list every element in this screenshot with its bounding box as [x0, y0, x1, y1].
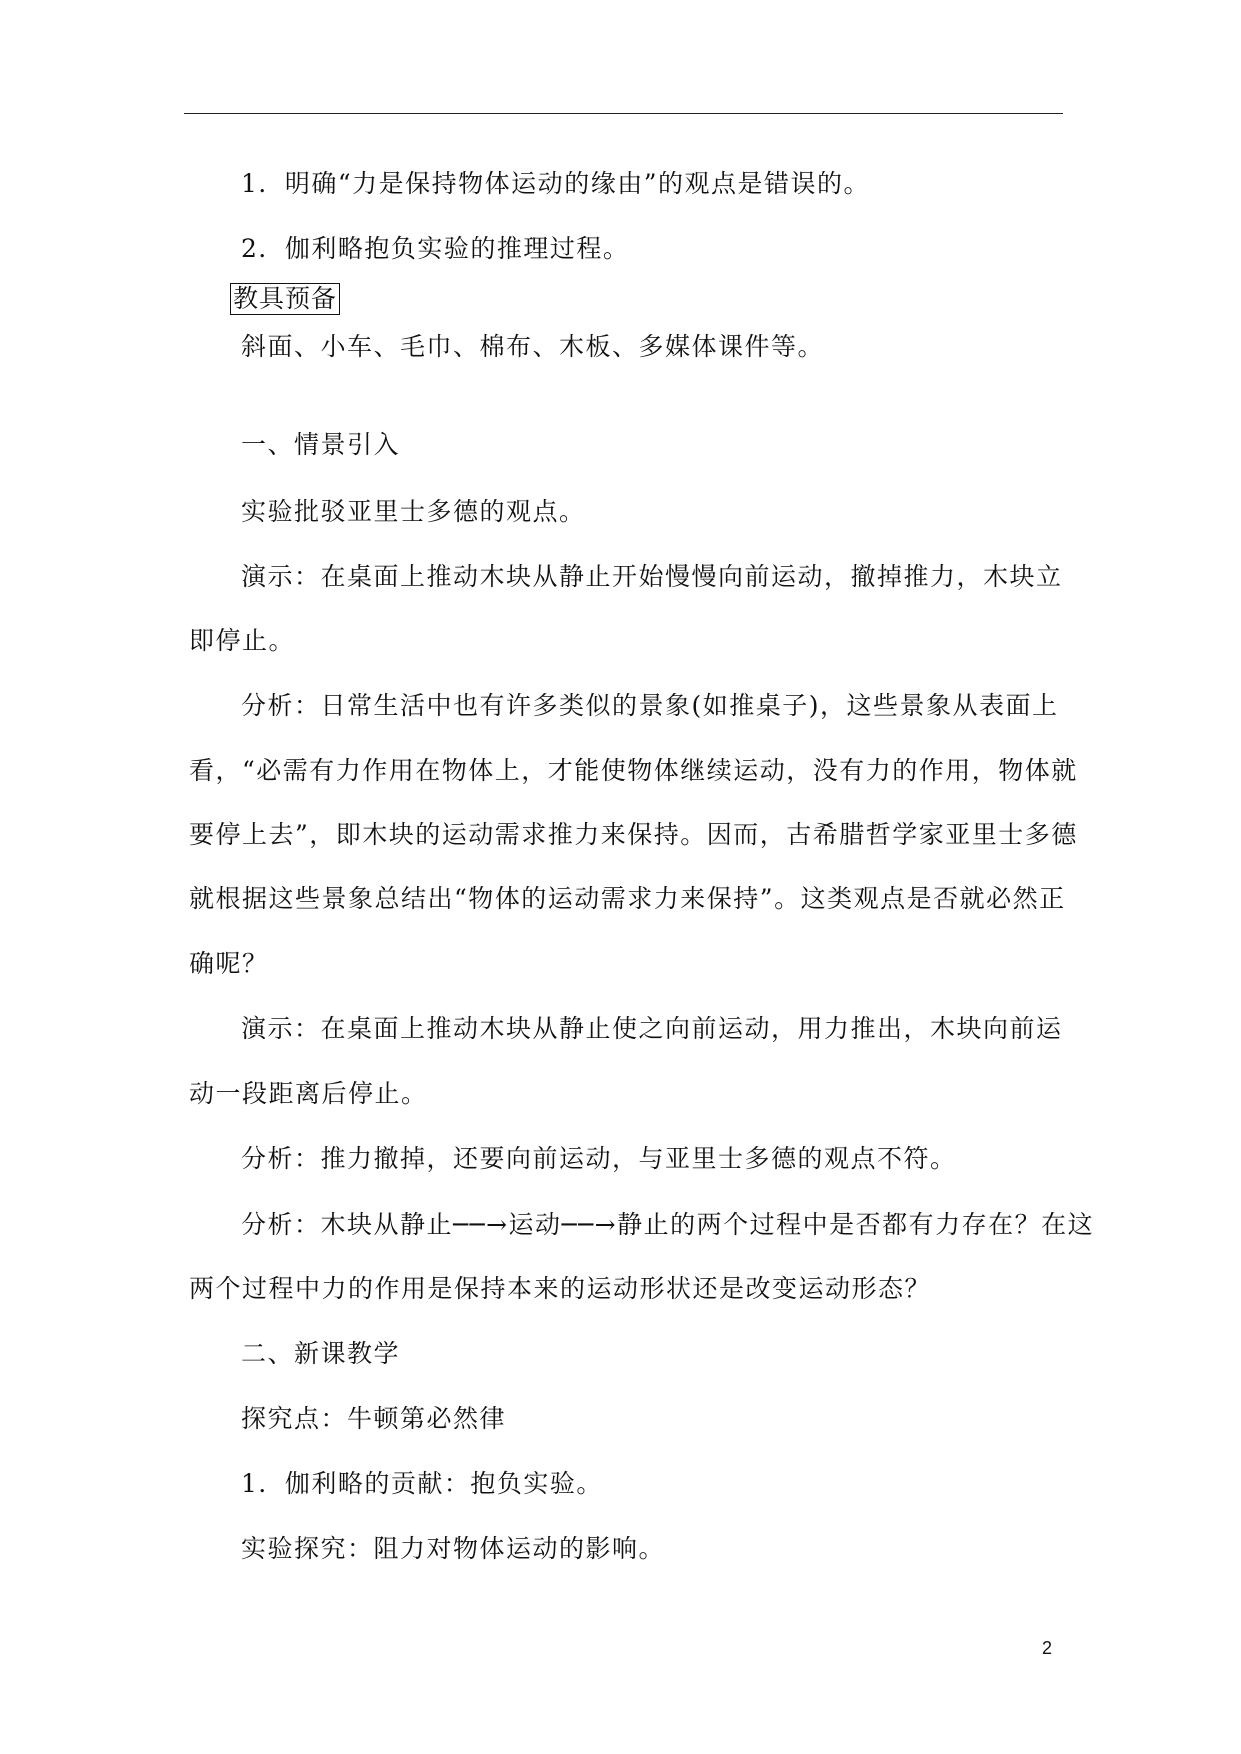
paragraph-line: 确呢？ [189, 949, 269, 978]
section-heading-new-lesson: 二、新课教学 [241, 1339, 401, 1368]
paragraph-line: 1．伽利略的贡献：抱负实验。 [241, 1469, 603, 1498]
paragraph-line: 就根据这些景象总结出“物体的运动需求力来保持”。这类观点是否就必然正 [189, 884, 1066, 913]
paragraph-line: 要停上去”，即木块的运动需求推力来保持。因而，古希腊哲学家亚里士多德 [189, 820, 1078, 849]
header-rule [184, 113, 1063, 114]
section-heading-intro: 一、情景引入 [241, 430, 401, 459]
paragraph-line: 动一段距离后停止。 [189, 1079, 428, 1108]
page-number: 2 [1042, 1638, 1053, 1658]
paragraph-line: 看，“必需有力作用在物体上，才能使物体继续运动，没有力的作用，物体就 [189, 756, 1078, 785]
paragraph-line: 演示：在桌面上推动木块从静止使之向前运动，用力推出，木块向前运 [241, 1014, 1063, 1043]
paragraph-line: 分析：推力撤掉，还要向前运动，与亚里士多德的观点不符。 [241, 1144, 957, 1173]
paragraph-line: 分析：木块从静止──→运动──→静止的两个过程中是否都有力存在？在这 [241, 1210, 1095, 1239]
objective-2: 2．伽利略抱负实验的推理过程。 [241, 234, 630, 263]
paragraph-line: 探究点：牛顿第必然律 [241, 1404, 507, 1433]
materials-list: 斜面、小车、毛巾、棉布、木板、多媒体课件等。 [241, 332, 825, 361]
paragraph-line: 即停止。 [189, 626, 296, 655]
paragraph-line: 两个过程中力的作用是保持本来的运动形状还是改变运动形态？ [189, 1274, 932, 1303]
paragraph-line: 演示：在桌面上推动木块从静止开始慢慢向前运动，撤掉推力，木块立 [241, 562, 1063, 591]
paragraph-line: 实验探究：阻力对物体运动的影响。 [241, 1534, 666, 1563]
materials-heading: 教具预备 [230, 283, 340, 315]
objective-1: 1．明确“力是保持物体运动的缘由”的观点是错误的。 [241, 169, 870, 198]
paragraph-line: 实验批驳亚里士多德的观点。 [241, 497, 586, 526]
paragraph-line: 分析：日常生活中也有许多类似的景象(如推桌子)，这些景象从表面上 [241, 691, 1059, 720]
